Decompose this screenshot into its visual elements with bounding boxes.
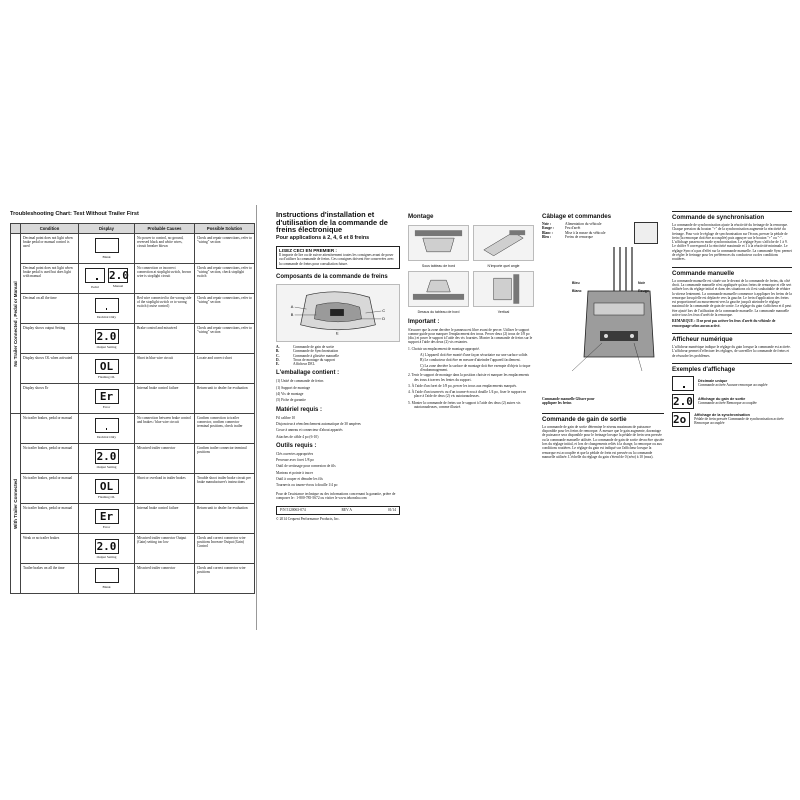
cause-cell: Internal brake control failure <box>135 384 195 414</box>
solution-cell: Trouble shoot trailer brake circuit per brake manufacturer's instructions <box>195 474 255 504</box>
cause-cell: Miswired trailer connector Output (Gain) setting too low <box>135 534 195 564</box>
component-text: Commande de Synchronisation <box>293 349 339 354</box>
brochure-column-controls <box>672 195 792 635</box>
wire-function: Freins de remorque <box>565 234 593 239</box>
caption-under-dash: Sous tableau de bord <box>421 264 456 268</box>
manual-title: Commande manuelle <box>672 267 792 277</box>
package-item: (1) Support de montage <box>276 385 311 390</box>
svg-text:A: A <box>290 304 294 310</box>
lcd-display: Er <box>95 509 119 524</box>
callout-manual: Commande manuelle Glisser pour appliquer les freins <box>542 397 595 406</box>
mount-under-dash <box>408 222 469 268</box>
condition-cell: Decimal on all the time <box>21 294 79 324</box>
display-caption: Error <box>102 524 111 529</box>
wire-label-blue: Bleu <box>572 281 580 285</box>
table-row <box>11 534 255 564</box>
component-key: B. <box>276 349 280 354</box>
under-dash-drawing <box>409 226 468 260</box>
example-lcd: 2.0 <box>673 394 693 408</box>
copyright: © 2014 Cequent Performance Products, Inc. <box>276 516 340 521</box>
mounting-illustrations-bottom <box>408 268 534 314</box>
display-caption: Flashing OL <box>97 494 116 499</box>
display-caption: Flashing OL <box>97 374 116 379</box>
notice-text: Il importe de lire ou de suivre attentivement toutes les consignes avant de poser ou d'utiliser la commande de freins. Ces consignes doivent être conservées avec la commande de freins pour consultation future. <box>279 253 394 266</box>
caption-top-dash: Dessus du tableau de bord <box>417 310 460 315</box>
wire-legend-item <box>542 235 620 239</box>
material-item: Cosse à anneau et connecteur d'about appariés <box>276 428 343 433</box>
troubleshooting-sheet <box>6 205 257 630</box>
wire-label-white: Blanc <box>572 289 582 293</box>
solution-cell: Check and correct connector wire positions <box>195 564 255 594</box>
display-cell <box>79 324 135 354</box>
lcd-display: OL <box>95 359 119 374</box>
caption-any-angle: N'importe quel angle <box>487 264 520 268</box>
wiring-diagram-drawing <box>542 247 664 397</box>
any-angle-drawing <box>474 226 533 260</box>
mounting-title: Montage <box>408 213 434 220</box>
material-item: Disjoncteur à réenclenchement automatique de 30 ampères <box>276 421 361 426</box>
components-title: Composants de la commande de freins <box>276 273 388 280</box>
table-row <box>11 444 255 474</box>
condition-cell: No trailer brakes, pedal or manual <box>21 504 79 534</box>
mounting-illustrations-top <box>408 222 534 268</box>
mounting-step: 1. Choisir un emplacement de montage approprié. <box>408 346 480 351</box>
header-condition: Condition <box>21 224 79 234</box>
important-text: S'assurer que la zone derrière le panneau est libre avant de percer. Utiliser le support comme guide pour marquer l'emplacement des trous. Percer deux (2) trous de 1/8 po (dia.) et poser le support à l'aide des vis fournies. Monter la commande de freins sur le support à l'aide des deux (2) vis restantes. <box>408 327 533 345</box>
brake-control-illustration <box>276 284 400 342</box>
section-label: No Trailer Connected , Pedal or Manual <box>12 280 18 367</box>
component-key: A. <box>276 344 280 349</box>
solution-cell: Return unit to dealer for evaluation <box>195 384 255 414</box>
display-cell <box>79 234 135 264</box>
wire-function: Alimentation du véhicule <box>565 222 602 226</box>
package-list <box>276 379 400 402</box>
component-key: C. <box>276 353 280 358</box>
cause-cell: Short in blue wire circuit <box>135 354 195 384</box>
display-cell <box>79 504 135 534</box>
display-cell <box>79 384 135 414</box>
solution-cell: Check and repair connections, refer to "wiring" section <box>195 294 255 324</box>
tools-list <box>276 452 400 488</box>
solution-cell: Check and repair connections, refer to "wiring" section, check stoplight switch <box>195 264 255 294</box>
remark-text: REMARQUE : Il ne peut pas activer les feux d'arrêt du véhicule de remorquage selon aucun activé. <box>672 319 776 328</box>
cause-cell: Red wire connected to the wrong side of the stoplight switch or to wrong switch (cruise control) <box>135 294 195 324</box>
troubleshooting-table <box>10 223 255 594</box>
package-item: (5) Fiche de garantie <box>276 398 306 403</box>
example-title: Affichage du gain de sortie <box>698 397 746 402</box>
important-title: Important : <box>408 318 440 325</box>
cause-cell: Internal brake control failure <box>135 504 195 534</box>
condition-cell: Trailer brakes on all the time <box>21 564 79 594</box>
solution-cell: Check and repair connections, refer to "wiring" section <box>195 234 255 264</box>
display-cell <box>79 564 135 594</box>
lcd-display: 2.0 <box>95 329 119 344</box>
mounting-step: 3. À l'aide d'un foret de 1/8 po, percer les trous aux emplacements marqués. <box>408 383 517 388</box>
assistance-text: Pour de l'assistance technique ou des informations concernant la garantie, prière de composer le : 1-800-785-5672 ou visiter le www.tekonsha.com <box>276 491 396 500</box>
header-blank <box>11 224 21 234</box>
display-caption: Output Setting <box>96 554 117 559</box>
mounting-substep: C) La zone derrière la surface de montage doit être exempte d'objets à risque d'endommagement. <box>420 363 531 372</box>
gain-text: La commande de gain de sortie détermine le niveau maximum de puissance disponible pour les freins de remorque. À mesure que le gain augmente, davantage de puissance sera disponible pour le freinage lorsque la pédale de frein sera pressée ou la commande manuelle utilisée. La commande de gain de sortie devra être ajustée lors du réglage initial, et lors de changements reliés à la charge, la remorque ou aux conditions routières. Le réglage du gain est indiqué sur l'afficheur lorsque la remorque est accouplée et que la pédale de frein est pressée ou la commande manuelle utilisée. L'échelle du réglage du gain s'étend de 0 (zéro) à 10 (max). <box>542 424 664 459</box>
display-cell <box>79 414 135 444</box>
top-dash-drawing <box>409 272 468 306</box>
display-cell <box>79 534 135 564</box>
lcd-display: 2.0 <box>95 449 119 464</box>
tool-item: Marteau et pointe à tracer <box>276 470 313 475</box>
material-title: Matériel requis : <box>276 406 323 413</box>
lcd-display <box>95 418 119 433</box>
solution-cell: Locate and correct short <box>195 354 255 384</box>
header-display: Display <box>79 224 135 234</box>
component-text: Commande de gain de sortie <box>293 344 335 349</box>
solution-cell: Return unit to dealer for evaluation <box>195 504 255 534</box>
mount-any-angle <box>473 222 534 268</box>
wiring-title: Câblage et commandes <box>542 213 612 220</box>
part-number: P/N 5120063-074 <box>280 508 306 513</box>
svg-text:E: E <box>336 330 339 336</box>
sync-title: Commande de synchronisation <box>672 211 792 221</box>
section-label-cell <box>11 234 21 414</box>
material-item: Fil calibre 10 <box>276 415 296 420</box>
display-example <box>672 376 792 391</box>
display-title: Afficheur numérique <box>672 333 792 343</box>
mounting-steps <box>408 347 534 410</box>
table-row <box>11 234 255 264</box>
cause-cell: No power to control, no ground, reversed black and white wires, circuit breaker blown <box>135 234 195 264</box>
component-key: D. <box>276 357 280 362</box>
brochure-column-mounting <box>408 195 534 635</box>
display-caption: Pedal <box>91 285 99 290</box>
lcd-display: 2.0 <box>109 268 129 282</box>
lcd-display: Er <box>95 389 119 404</box>
cause-cell: Short or overload in trailer brakes <box>135 474 195 504</box>
brochure-column-wiring <box>542 195 664 635</box>
table-header-row <box>11 224 255 234</box>
header-causes: Probable Causes <box>135 224 195 234</box>
brake-control-drawing <box>277 285 399 341</box>
lcd-display <box>95 298 119 313</box>
example-lines: Pédale de frein pressée Commande de synchronisation activée Remorque accouplée <box>694 417 784 426</box>
condition-cell: Decimal point does not light when brake pedal is used but does light with manual <box>21 264 79 294</box>
example-text <box>694 413 792 426</box>
wire-legend <box>542 222 620 239</box>
under-dash-illustration <box>408 225 469 261</box>
tool-item: Clés ouvertes appropriées <box>276 451 314 456</box>
package-title: L'emballage contient : <box>276 370 340 377</box>
lcd-display <box>95 568 119 583</box>
display-pedal <box>85 268 105 289</box>
svg-text:D: D <box>382 315 386 321</box>
components-list <box>276 345 400 366</box>
cause-cell: No connection between brake control and brakes / blue wire circuit <box>135 414 195 444</box>
display-caption: Output Setting <box>96 344 117 349</box>
wire-label-black: Noir <box>638 281 645 285</box>
example-lcd: 2o <box>672 412 690 427</box>
read-first-notice <box>276 246 400 269</box>
vertical-illustration <box>473 271 534 307</box>
example-lines: Commande activée Remorque accouplée <box>698 401 757 406</box>
caption-vertical: Vertical <box>497 310 510 315</box>
wire-color: Noir : <box>542 222 552 226</box>
mounting-step: 4. À l'aide d'un tournevis ou d'un tourne-écrou à douille 1/4 po, fixer le support en place à l'aide de deux (2) vis autotaraudeuses. <box>408 390 527 399</box>
tool-item: Perceuse avec foret 1/8 po <box>276 458 314 463</box>
display-example <box>672 412 792 427</box>
cause-cell: No connection or incorrect connection at stoplight switch, brown wire is stoplight circuit <box>135 264 195 294</box>
example-text <box>698 397 757 406</box>
wire-color: Rouge : <box>542 226 554 231</box>
lcd-display: OL <box>95 479 119 494</box>
mounting-substep: A) L'appareil doit être monté d'une façon sécuritaire sur une surface solide. <box>420 353 529 358</box>
solution-cell: Confirm connection to trailer connector, confirm connector terminal positions, check trailer <box>195 414 255 444</box>
display-cell <box>79 474 135 504</box>
cause-cell: Miswired trailer connector <box>135 444 195 474</box>
mounting-substep: B) Le conducteur doit être en mesure d'atteindre l'appareil facilement. <box>420 358 521 363</box>
wire-function: Mise à la masse du véhicule <box>565 230 606 235</box>
display-caption: Manual <box>112 283 124 288</box>
examples-title: Exemples d'affichage <box>672 363 792 373</box>
package-item: (4) Vis de montage <box>276 392 304 397</box>
component-key: E. <box>276 362 280 367</box>
tool-item: Outil à couper et dénuder les fils <box>276 477 323 482</box>
any-angle-illustration <box>473 225 534 261</box>
table-row <box>11 354 255 384</box>
wiring-diagram <box>542 247 664 397</box>
table-row <box>11 324 255 354</box>
section-label-cell <box>11 414 21 594</box>
part-number-footer <box>276 506 400 514</box>
mounting-step: 5. Monter la commande de freins sur le support à l'aide des deux (2) autres vis autotaraudeuses, comme illustré. <box>408 400 521 410</box>
display-example <box>672 394 792 409</box>
wire-function: Feu d'arrêt <box>565 226 581 231</box>
brochure-column-intro <box>276 195 400 635</box>
brochure-subtitle: Pour applications à 2, 4, 6 et 8 freins <box>276 234 370 241</box>
condition-cell: Display shows output Setting <box>21 324 79 354</box>
tool-item: Outil de sertissage pour connexion de fils <box>276 464 336 469</box>
display-caption: Decimal Only <box>96 315 117 320</box>
dual-display <box>81 268 132 289</box>
display-cell <box>79 444 135 474</box>
condition-cell: Weak or no trailer brakes <box>21 534 79 564</box>
wire-legend-area <box>542 222 664 244</box>
component-text: Commande à glissière manuelle <box>293 353 340 358</box>
display-cell <box>79 264 135 294</box>
gain-title: Commande de gain de sortie <box>542 413 664 423</box>
display-examples <box>672 376 792 427</box>
display-caption: Decimal Only <box>96 435 117 440</box>
solution-cell: Check and correct connector wire positions Increase Output (Gain) Control <box>195 534 255 564</box>
header-solution: Possible Solution <box>195 224 255 234</box>
example-title: Affichage de la synchronisation <box>694 412 750 417</box>
display-caption: Error <box>102 404 111 409</box>
tool-item: Tournevis ou tourne-écrou à douille 1/4 po <box>276 483 338 488</box>
display-caption: Blank <box>102 585 111 590</box>
display-caption: Blank <box>102 255 111 260</box>
table-row <box>11 264 255 294</box>
wire-color: Blanc : <box>542 230 553 235</box>
manual-text: La commande manuelle est située sur le devant de la commande de freins, du côté droit. La commande manuelle n'est appliquée qu'aux freins de remorque et elle sert utilisée lors du réglage initial et dans des situations où il est souhaitable de réduire la vitesse lentement. La commande manuelle commence à appliquer les freins de la remorque lorsqu'elle est déplacée vers la gauche. Le frein d'application des freins est proportionnel au mouvement vers la gauche jusqu'à atteindre le réglage maximal de la commande de gain de sortie. Le réglage du gain s'affichera et il peut être ajusté lors de l'utilisation de la commande manuelle. La commande manuelle active tous les feux d'arrêt de la remorque. <box>672 278 792 318</box>
table-row <box>11 564 255 594</box>
section-label: With Trailer Connected <box>12 478 18 529</box>
cause-cell: Brake control and miswired <box>135 324 195 354</box>
lcd-display: 2.0 <box>95 539 119 554</box>
table-row <box>11 294 255 324</box>
display-cell <box>79 354 135 384</box>
wire-color: Bleu : <box>542 234 552 239</box>
component-text: Afficheur DEL <box>293 362 315 367</box>
top-dash-illustration <box>408 271 469 307</box>
example-text <box>698 379 767 388</box>
mounting-step: 2. Tenir le support de montage dans la position choisie et marquer les emplacements des trous à travers les fentes du support. <box>408 373 530 382</box>
table-row <box>11 504 255 534</box>
example-lcd <box>672 376 694 391</box>
display-text: L'afficheur numérique indique le réglage du gain lorsque la commande est activée. L'afficheur permet d'effectuer les réglages, de surveiller la commande de freins et de résoudre les problèmes. <box>672 344 791 358</box>
condition-cell: No trailer brakes, pedal or manual <box>21 474 79 504</box>
display-manual <box>108 268 128 289</box>
solution-cell: Check and repair connections, refer to "wiring" section <box>195 324 255 354</box>
condition-cell: No trailer brakes, pedal or manual <box>21 444 79 474</box>
connector-plug-icon <box>634 222 658 244</box>
print-date: 01/14 <box>387 508 396 513</box>
cause-cell: Miswired trailer connector <box>135 564 195 594</box>
mount-vertical <box>473 268 534 314</box>
svg-text:B: B <box>290 311 294 317</box>
table-row <box>11 474 255 504</box>
installation-brochure <box>262 195 794 635</box>
display-caption: Output Setting <box>96 464 117 469</box>
example-lines: Commande activée Aucune remorque accouplée <box>698 383 768 388</box>
vertical-drawing <box>474 272 533 306</box>
tools-title: Outils requis : <box>276 442 317 449</box>
mount-top-dash <box>408 268 469 314</box>
notice-title: LISEZ CECI EN PREMIER : <box>279 247 337 253</box>
condition-cell: Display shows OL when activated <box>21 354 79 384</box>
condition-cell: No trailer brakes, pedal or manual <box>21 414 79 444</box>
svg-text:C: C <box>382 307 386 313</box>
solution-cell: Confirm trailer connector terminal positions <box>195 444 255 474</box>
example-title: Décimale unique <box>698 379 728 384</box>
brochure-title: Instructions d'installation et d'utilisation de la commande de freins électronique <box>276 210 388 235</box>
component-item <box>276 362 400 366</box>
condition-cell: Decimal point does not light when brake pedal or manual control is used <box>21 234 79 264</box>
material-list <box>276 416 400 439</box>
table-row <box>11 384 255 414</box>
troubleshooting-title: Troubleshooting Chart: Test Without Trailer First <box>10 211 139 217</box>
sync-text: La commande de synchronisation ajuste la réactivité du freinage de la remorque. Chaque pression du bouton "+" de la synchronisation augmente la réactivité du freinage. Pour voir le réglage de synchronisation sur l'écran, presser la pédale de frein (la remorque doit être accouplée) puis appuyer sur le bouton "+" ou "-". L'affichage passera en mode synchronisation. Le réglage Sync s'affiche de 1 à 9. Le chiffre 9 correspond à la réactivité maximale et 1 à la réactivité minimale. Le réglage Sync n'a pas d'effet sur la commande manuelle. La commande Sync permet de régler le freinage pour les préférences du conducteur ou des conditions routières. <box>672 223 792 262</box>
package-item: (1) Unité de commande de freins <box>276 379 324 384</box>
table-row <box>11 414 255 444</box>
wire-label-red: Rouge <box>638 289 649 293</box>
material-item: Attaches de câble 4 po (6-10) <box>276 434 319 439</box>
revision: REV A <box>341 508 352 513</box>
component-text: Trous de montage du support <box>293 357 335 362</box>
lcd-display <box>95 238 119 253</box>
display-cell <box>79 294 135 324</box>
condition-cell: Display shows Er <box>21 384 79 414</box>
lcd-display <box>85 268 105 283</box>
